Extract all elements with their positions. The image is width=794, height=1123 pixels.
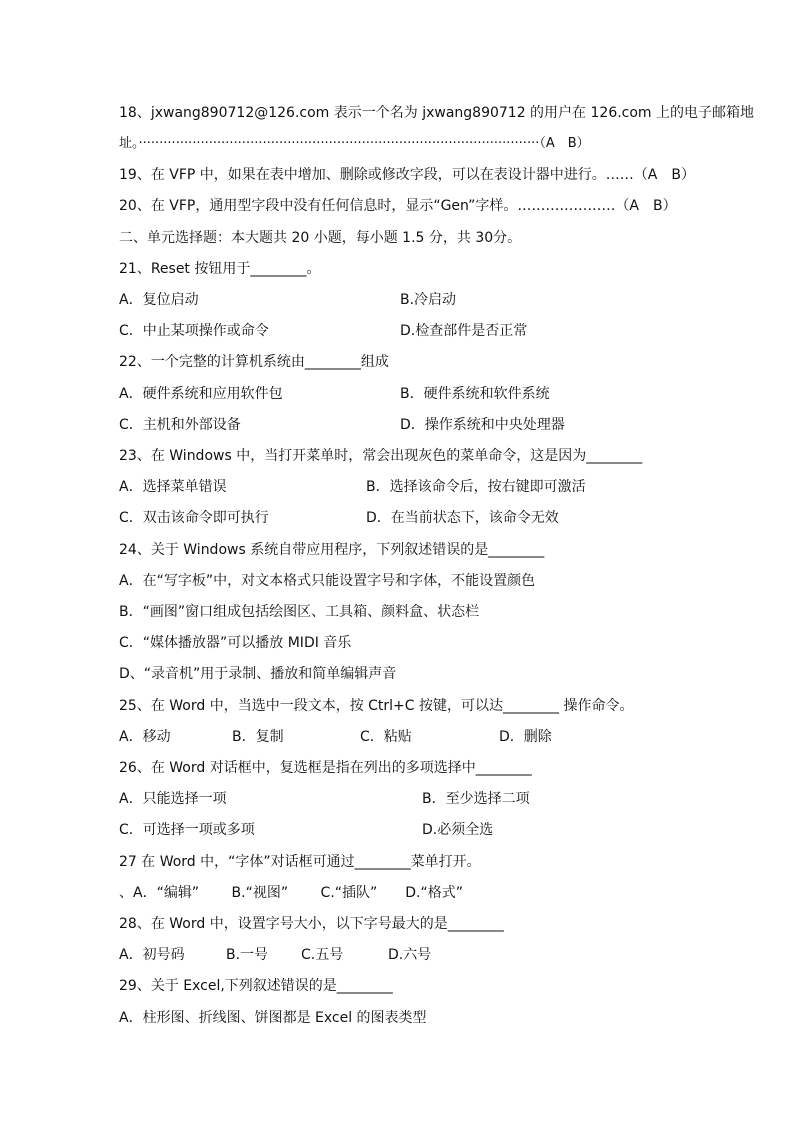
question-26-option-d: D.必须全选: [422, 822, 494, 838]
question-18-line1: 18、jxwang890712@126.com 表示一个名为 jxwang890712 的用户在 126.com 上的电子邮箱地: [119, 105, 755, 121]
question-23-option-c: C．双击该命令即可执行: [119, 510, 269, 526]
question-23-option-d: D．在当前状态下，该命令无效: [366, 510, 559, 526]
question-18-line2: 址。·································································································（A B）: [119, 136, 590, 151]
section-2-heading: 二、单元选择题：本大题共 20 小题，每小题 1.5 分，共 30分。: [119, 230, 522, 246]
question-29: 29、关于 Excel,下列叙述错误的是________: [119, 978, 393, 994]
question-23-option-b: B．选择该命令后，按右键即可激活: [366, 479, 586, 495]
question-25-option-b: B．复制: [232, 729, 284, 745]
question-25-option-a: A．移动: [119, 729, 171, 745]
question-20: 20、在 VFP，通用型字段中没有任何信息时，显示“Gen”字样。…………………（A B）: [119, 198, 677, 214]
question-25-option-c: C．粘贴: [360, 729, 412, 745]
question-28-option-d: D.六号: [388, 947, 432, 963]
question-19: 19、在 VFP 中，如果在表中增加、删除或修改字段，可以在表设计器中进行。……（A B）: [119, 167, 695, 183]
question-28-option-b: B.一号: [226, 947, 269, 963]
question-25: 25、在 Word 中，当选中一段文本，按 Ctrl+C 按键，可以达________ 操作命令。: [119, 698, 634, 714]
question-21-option-c: C．中止某项操作或命令: [119, 323, 269, 339]
question-29-option-a: A．柱形图、折线图、饼图都是 Excel 的图表类型: [119, 1010, 427, 1026]
question-24-option-d: D、“录音机”用于录制、播放和简单编辑声音: [119, 666, 397, 682]
question-27: 27 在 Word 中，“字体”对话框可通过________菜单打开。: [119, 854, 481, 870]
question-27-options: 、A．“编辑” B.“视图” C.“插队” D.“格式”: [119, 885, 464, 901]
question-22-option-d: D．操作系统和中央处理器: [400, 417, 565, 433]
question-26-option-b: B．至少选择二项: [422, 791, 530, 807]
question-28-option-c: C.五号: [301, 947, 344, 963]
question-23: 23、在 Windows 中，当打开菜单时，常会出现灰色的菜单命令，这是因为________: [119, 448, 643, 464]
question-26-option-a: A．只能选择一项: [119, 791, 227, 807]
question-28-option-a: A．初号码: [119, 947, 185, 963]
question-23-option-a: A．选择菜单错误: [119, 479, 227, 495]
question-22-option-b: B．硬件系统和软件系统: [400, 386, 550, 402]
question-26: 26、在 Word 对话框中，复选框是指在列出的多项选择中________: [119, 760, 532, 776]
question-22-option-a: A．硬件系统和应用软件包: [119, 386, 283, 402]
question-21: 21、Reset 按钮用于________。: [119, 261, 321, 277]
question-24: 24、关于 Windows 系统自带应用程序，下列叙述错误的是________: [119, 542, 545, 558]
question-24-option-c: C．“媒体播放器”可以播放 MIDI 音乐: [119, 635, 352, 651]
question-21-option-a: A．复位启动: [119, 292, 199, 308]
question-22: 22、一个完整的计算机系统由________组成: [119, 354, 389, 370]
question-25-option-d: D．删除: [499, 729, 552, 745]
question-22-option-c: C．主机和外部设备: [119, 417, 241, 433]
question-24-option-a: A．在“写字板”中，对文本格式只能设置字号和字体，不能设置颜色: [119, 573, 536, 589]
question-26-option-c: C．可选择一项或多项: [119, 822, 255, 838]
question-21-option-b: B.冷启动: [400, 292, 457, 308]
question-24-option-b: B．“画图”窗口组成包括绘图区、工具箱、颜料盒、状态栏: [119, 604, 480, 620]
question-21-option-d: D.检查部件是否正常: [400, 323, 528, 339]
question-28: 28、在 Word 中，设置字号大小，以下字号最大的是________: [119, 916, 504, 932]
